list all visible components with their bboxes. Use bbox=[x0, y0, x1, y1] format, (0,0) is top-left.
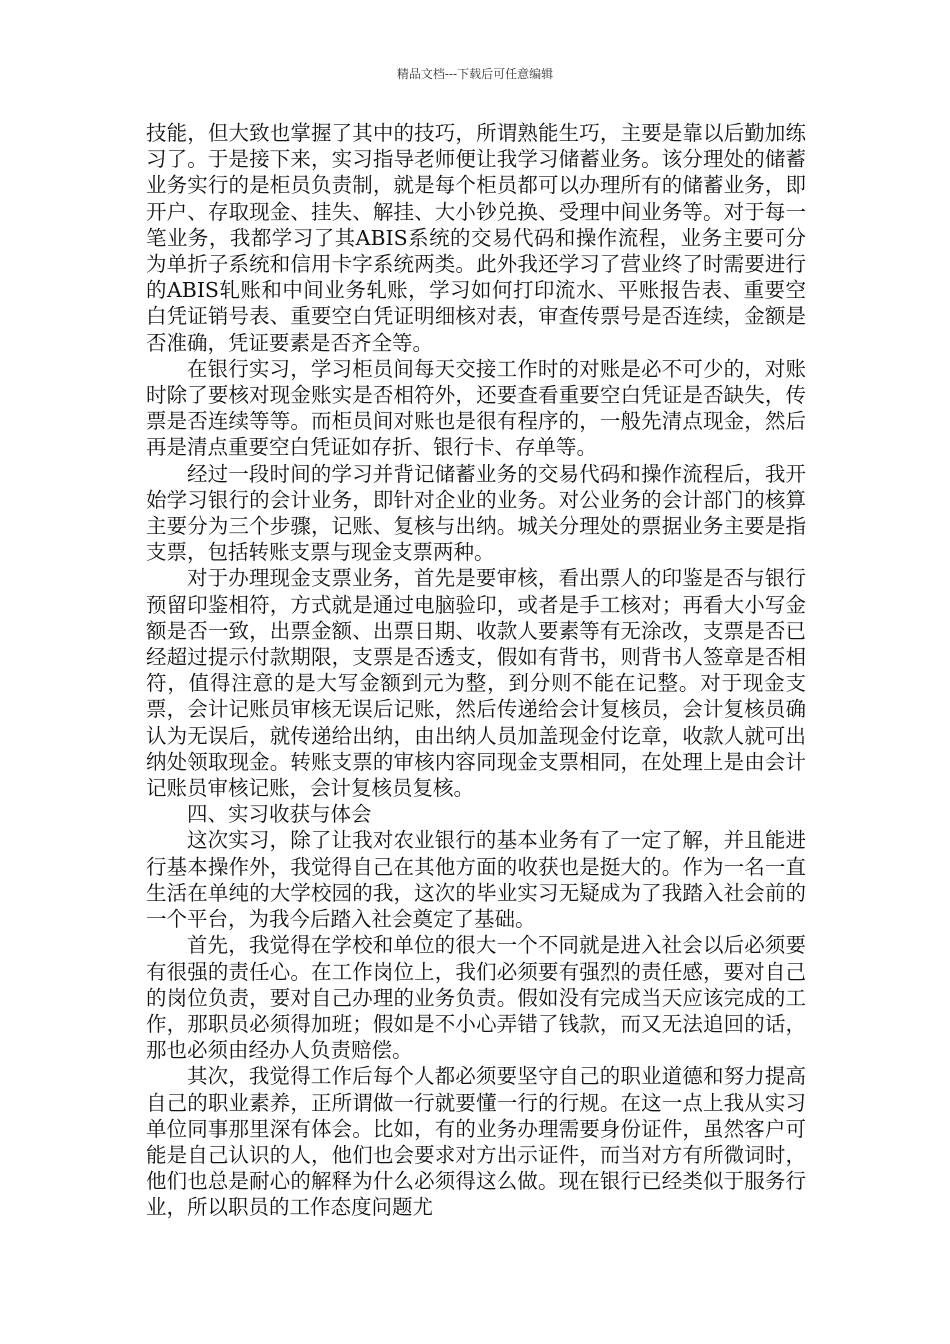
page-header: 精品文档---下载后可任意编辑 bbox=[396, 67, 554, 81]
paragraph-5: 这次实习，除了让我对农业银行的基本业务有了一定了解，并且能进行基本操作外，我觉得自己在其他方面的收获也是挺大的。作为一名一直生活在单纯的大学校园的我，这次的毕业实习无疑成为了我踏入社会前的一个平台，为我今后踏入社会奠定了基础。 bbox=[146, 828, 806, 932]
paragraph-7: 其次，我觉得工作后每个人都必须要坚守自己的职业道德和努力提高自己的职业素养，正所谓做一行就要懂一行的行规。在这一点上我从实习单位同事那里深有体会。比如，有的业务办理需要身份证件，虽然客户可能是自己认识的人，他们也会要求对方出示证件，而当对方有所微词时，他们也总是耐心的解释为什么必须得这么做。现在银行已经类似于服务行业，所以职员的工作态度问题尤 bbox=[146, 1064, 806, 1220]
paragraph-4: 对于办理现金支票业务，首先是要审核，看出票人的印鉴是否与银行预留印鉴相符，方式就是通过电脑验印，或者是手工核对；再看大小写金额是否一致，出票金额、出票日期、收款人要素等有无涂改，支票是否已经超过提示付款期限，支票是否透支，假如有背书，则背书人签章是否相符，值得注意的是大写金额到元为整，到分则不能在记整。对于现金支票，会计记账员审核无误后记账，然后传递给会计复核员，会计复核员确认为无误后，就传递给出纳，由出纳人员加盖现金付讫章，收款人就可出纳处领取现金。转账支票的审核内容同现金支票相同，在处理上是由会计记账员审核记账，会计复核员复核。 bbox=[146, 566, 806, 801]
paragraph-2: 在银行实习，学习柜员间每天交接工作时的对账是必不可少的，对账时除了要核对现金账实是否相符外，还要查看重要空白凭证是否缺失，传票是否连续等等。而柜员间对账也是很有程序的，一般先清点现金，然后再是清点重要空白凭证如存折、银行卡、存单等。 bbox=[146, 356, 806, 460]
paragraph-1: 技能，但大致也掌握了其中的技巧，所谓熟能生巧，主要是靠以后勤加练习了。于是接下来，实习指导老师便让我学习储蓄业务。该分理处的储蓄业务实行的是柜员负责制，就是每个柜员都可以办理所有的储蓄业务，即开户、存取现金、挂失、解挂、大小钞兑换、受理中间业务等。对于每一笔业务，我都学习了其ABIS系统的交易代码和操作流程，业务主要可分为单折子系统和信用卡字系统两类。此外我还学习了营业终了时需要进行的ABIS轧账和中间业务轧账，学习如何打印流水、平账报告表、重要空白凭证销号表、重要空白凭证明细核对表，审查传票号是否连续，金额是否准确，凭证要素是否齐全等。 bbox=[146, 121, 806, 355]
paragraph-3: 经过一段时间的学习并背记储蓄业务的交易代码和操作流程后，我开始学习银行的会计业务，即针对企业的业务。对公业务的会计部门的核算主要分为三个步骤，记账、复核与出纳。城关分理处的票据业务主要是指支票，包括转账支票与现金支票两种。 bbox=[146, 461, 806, 565]
section-heading: 四、实习收获与体会 bbox=[187, 802, 372, 827]
paragraph-6: 首先，我觉得在学校和单位的很大一个不同就是进入社会以后必须要有很强的责任心。在工作岗位上，我们必须要有强烈的责任感，要对自己的岗位负责，要对自己办理的业务负责。假如没有完成当天应该完成的工作，那职员必须得加班；假如是不小心弄错了钱款，而又无法追回的话，那也必须由经办人负责赔偿。 bbox=[146, 933, 806, 1063]
document-body bbox=[146, 120, 806, 1221]
